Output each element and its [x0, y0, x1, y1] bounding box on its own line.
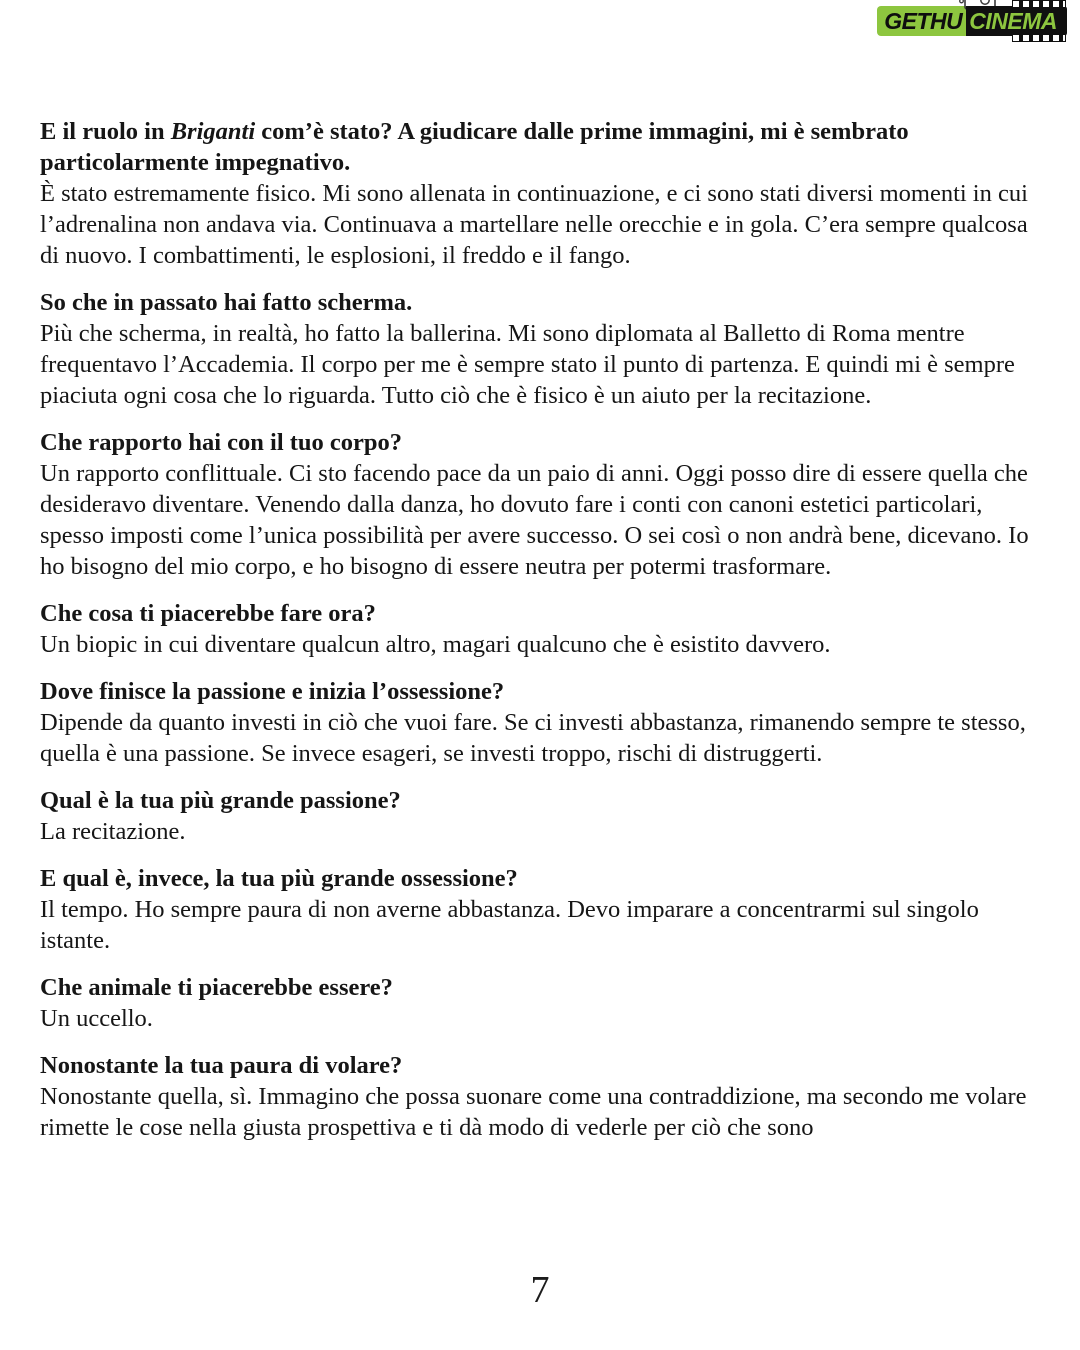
- interview-question: So che in passato hai fatto scherma.: [40, 289, 413, 316]
- interview-answer: Un rapporto conflittuale. Ci sto facendo pace da un paio di anni. Oggi posso dire di essere quella che desideravo diventare. Venendo dalla danza, ho dovuto fare i conti con canoni estetici particolari, spesso imposti come l’unica possibilità per avere successo. O sei così o non andrà bene, dicevano. Io ho bisogno del mio corpo, e ho bisogno di essere neutra per potermi trasformare.: [40, 460, 1029, 580]
- question-text-prefix: E il ruolo in: [40, 118, 171, 145]
- interview-question: E qual è, invece, la tua più grande ossessione?: [40, 865, 518, 892]
- question-text-suffix: com’è stato? A giudicare dalle prime immagini, mi è sembrato particolarmente impegnativo.: [40, 118, 909, 176]
- interview-answer: Un biopic in cui diventare qualcun altro, magari qualcuno che è esistito davvero.: [40, 631, 831, 658]
- interview-answer: Il tempo. Ho sempre paura di non averne abbastanza. Devo imparare a concentrarmi sul singolo istante.: [40, 896, 979, 954]
- gethucinema-logo: [877, 6, 1067, 36]
- interview-answer: È stato estremamente fisico. Mi sono allenata in continuazione, e ci sono stati diversi momenti in cui l’adrenalina non andava via. Continuava a martellare nelle orecchie e in gola. C’era sempre qualcosa di nuovo. I combattimenti, le esplosioni, il freddo e il fango.: [40, 180, 1028, 269]
- interview-question: Che animale ti piacerebbe essere?: [40, 974, 393, 1001]
- interview-answer: Nonostante quella, sì. Immagino che possa suonare come una contraddizione, ma secondo me volare rimette le cose nella giusta prospettiva e ti dà modo di vederle per ciò che sono: [40, 1083, 1027, 1141]
- interview-question: Che cosa ti piacerebbe fare ora?: [40, 600, 376, 627]
- interview-question: [40, 116, 1042, 178]
- interview-answer: Più che scherma, in realtà, ho fatto la ballerina. Mi sono diplomata al Balletto di Roma mentre frequentavo l’Accademia. Il corpo per me è sempre stato il punto di partenza. E quindi mi è sempre piaciuta ogni cosa che lo riguarda. Tutto ciò che è fisico è un aiuto per la recitazione.: [40, 320, 1015, 409]
- interview-question: Nonostante la tua paura di volare?: [40, 1052, 403, 1079]
- interview-question: Qual è la tua più grande passione?: [40, 787, 401, 814]
- interview-question: Dove finisce la passione e inizia l’ossessione?: [40, 678, 505, 705]
- movie-title-italic: Briganti: [170, 118, 256, 145]
- interview-page-content: [40, 116, 1042, 1143]
- logo-brand-right: CINEMA: [966, 6, 1067, 36]
- page-number: 7: [530, 1269, 550, 1311]
- logo-brand-left: GETHU: [877, 6, 966, 36]
- interview-question: Che rapporto hai con il tuo corpo?: [40, 429, 403, 456]
- interview-answer: Un uccello.: [40, 1005, 153, 1032]
- interview-answer: Dipende da quanto investi in ciò che vuoi fare. Se ci investi abbastanza, rimanendo sempre te stesso, quella è una passione. Se invece esageri, se investi troppo, rischi di distruggerti.: [40, 709, 1026, 767]
- interview-answer: La recitazione.: [40, 818, 186, 845]
